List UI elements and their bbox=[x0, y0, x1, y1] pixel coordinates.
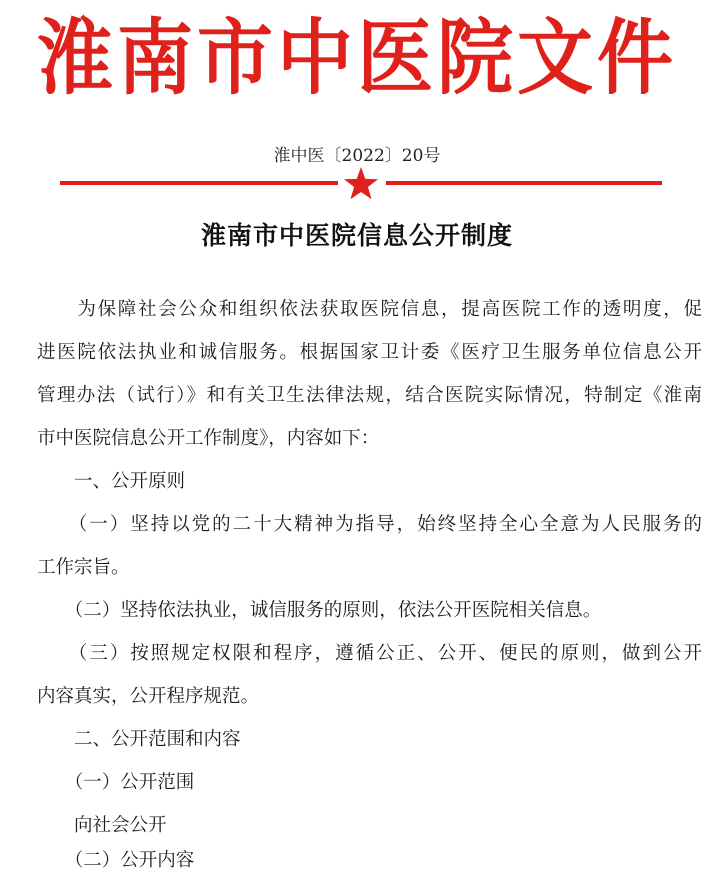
body-line: 为保障社会公众和组织依法获取医院信息，提高医院工作的透明度，促 bbox=[37, 299, 702, 320]
body-line: （三）按照规定权限和程序，遵循公正、公开、便民的原则，做到公开 bbox=[37, 643, 702, 664]
body-line: 市中医院信息公开工作制度》，内容如下： bbox=[37, 428, 380, 449]
red-rule-left bbox=[60, 181, 338, 185]
body-line: 工作宗旨。 bbox=[37, 557, 130, 578]
document-masthead: 淮南市中医院文件 bbox=[37, 9, 677, 106]
section-heading: 一、公开原则 bbox=[37, 471, 186, 492]
subsection-heading: （一）公开范围 bbox=[37, 772, 195, 793]
body-line: （一）坚持以党的二十大精神为指导，始终坚持全心全意为人民服务的 bbox=[37, 514, 702, 535]
red-rule-right bbox=[386, 181, 662, 185]
body-line: 向社会公开 bbox=[37, 815, 167, 836]
body-line: 进医院依法执业和诚信服务。根据国家卫计委《医疗卫生服务单位信息公开 bbox=[37, 342, 702, 363]
star-icon bbox=[343, 166, 379, 202]
document-title: 淮南市中医院信息公开制度 bbox=[200, 221, 513, 250]
body-line: 管理办法（试行）》和有关卫生法律法规，结合医院实际情况，特制定《淮南 bbox=[37, 385, 702, 406]
section-heading: 二、公开范围和内容 bbox=[37, 729, 241, 750]
subsection-heading: （二）公开内容 bbox=[37, 850, 195, 871]
body-line: 内容真实，公开程序规范。 bbox=[37, 686, 260, 707]
document-number: 淮中医〔2022〕20号 bbox=[273, 146, 441, 166]
body-line: （二）坚持依法执业，诚信服务的原则，依法公开医院相关信息。 bbox=[37, 600, 602, 621]
